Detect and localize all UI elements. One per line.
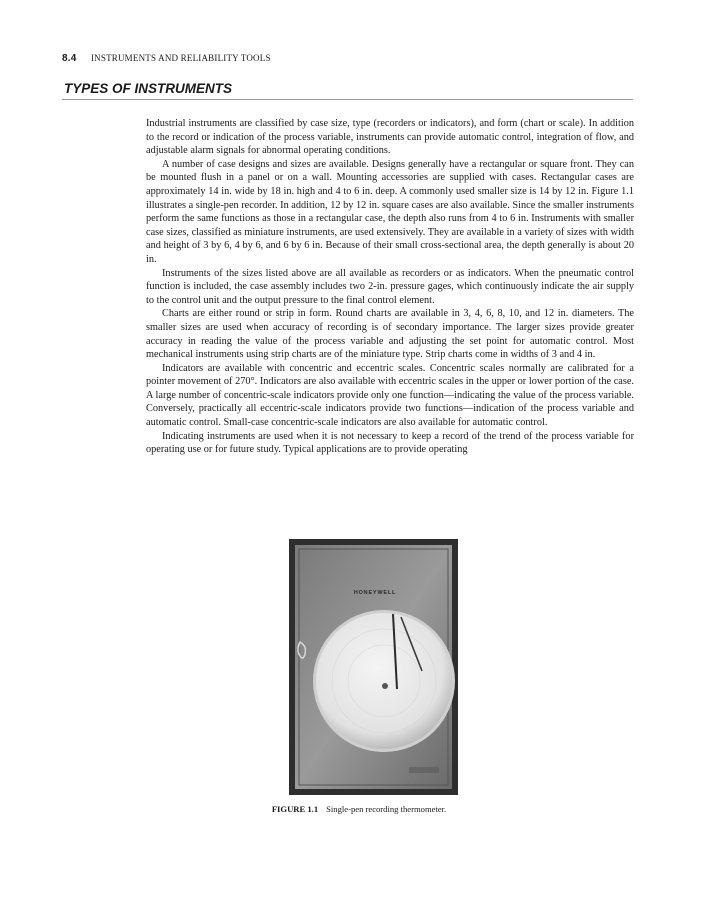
recorder-photo <box>289 539 458 795</box>
body-text <box>146 117 634 457</box>
recorder-illustration <box>289 539 458 795</box>
round-chart <box>316 613 452 749</box>
paragraph-1: Industrial instruments are classified by case size, type (recorders or indicators), and form (chart or scale). In addition to the record or indication of the process variable, instruments can provide automatic control, integration of flow, and adjustable alarm signals for abnormal operating conditions. <box>146 118 634 157</box>
figure-caption-text: Single-pen recording thermometer. <box>326 804 447 814</box>
title-rule <box>62 99 633 100</box>
paragraph-6: Indicating instruments are used when it is not necessary to keep a record of the trend of the process variable for operating use or for future study. Typical applications are to provide operating <box>146 430 634 456</box>
figure-caption <box>0 804 718 814</box>
paragraph-4: Charts are either round or strip in form. Round charts are available in 3, 4, 6, 8, 10, and 12 in. diameters. The smaller sizes are used when accuracy of recording is of secondary importance. The larger sizes provide greater accuracy in reading the value of the process variable and adjusting the set point for automatic control. Most mechanical instruments using strip charts are of the miniature type. Strip charts come in widths of 3 and 4 in. <box>146 308 634 361</box>
section-title: TYPES OF INSTRUMENTS <box>64 81 233 96</box>
brand-label: HONEYWELL <box>353 590 397 596</box>
paragraph-3: Instruments of the sizes listed above are all available as recorders or as indicators. When the pneumatic control function is included, the case assembly includes two 2-in. pressure gages, which continuously indicate the air supply to the control unit and the output pressure to the final control element. <box>146 267 634 306</box>
paragraph-5: Indicators are available with concentric and eccentric scales. Concentric scales normally are calibrated for a pointer movement of 270°. Indicators are also available with eccentric scales in the upper or lower portion of the case. A large number of concentric-scale indicators provide only one function—indicating the value of the process variable. Conversely, practically all eccentric-scale indicators provide two functions—indication of the process variable and automatic control. Small-case concentric-scale indicators are also available for automatic control. <box>146 362 634 429</box>
chart-hub <box>382 683 388 689</box>
running-title: INSTRUMENTS AND RELIABILITY TOOLS <box>90 53 271 63</box>
figure-label: FIGURE 1.1 <box>271 804 319 814</box>
page-number: 8.4 <box>62 53 77 64</box>
paragraph-2: A number of case designs and sizes are available. Designs generally have a rectangular or square front. They can be mounted flush in a panel or on a wall. Mounting accessories are supplied with cases. Rectangular cases are approximately 14 in. wide by 18 in. high and 4 to 6 in. deep. A commonly used smaller size is 14 by 12 in. Figure 1.1 illustrates a single-pen recorder. In addition, 12 by 12 in. square cases are also available. Since the smaller instruments perform the same functions as those in a rectangular case, the depth also runs from 4 to 6 in. Instruments with smaller case sizes, classified as miniature instruments, are used extensively. They are available in a variety of sizes with width and height of 3 by 6, 4 by 6, and 6 by 6 in. Because of their small cross-sectional area, the depth generally is about 20 in. <box>146 158 634 265</box>
running-head <box>62 53 271 64</box>
